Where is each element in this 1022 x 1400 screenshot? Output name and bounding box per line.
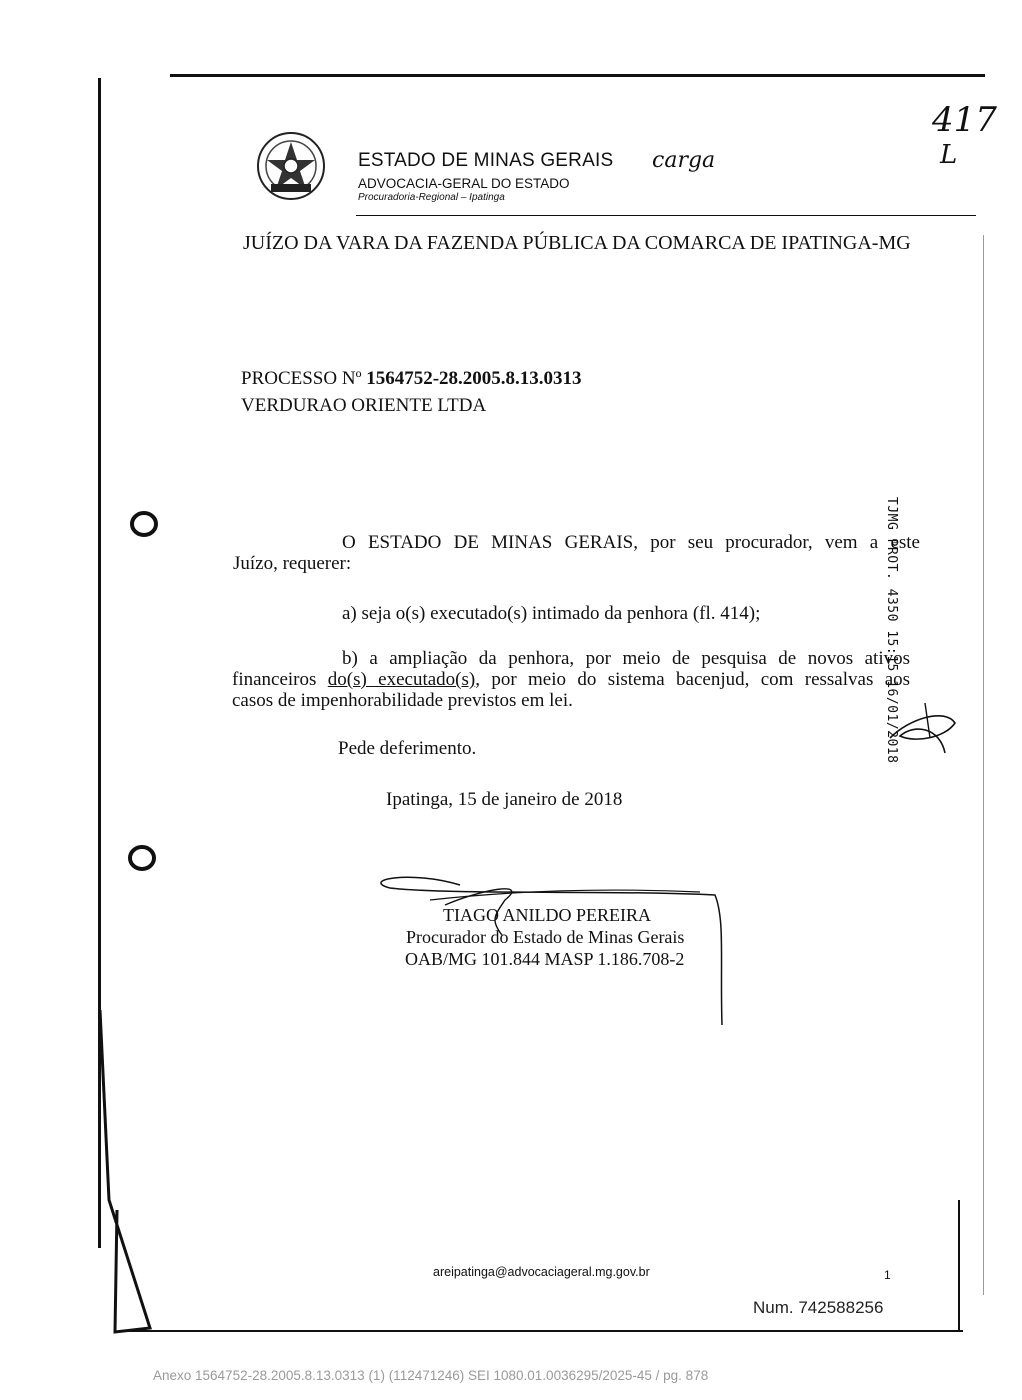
protocol-stamp: TJMG PROT. 4350 15:15 16/01/2018 (884, 497, 899, 764)
court-heading: JUÍZO DA VARA DA FAZENDA PÚBLICA DA COMARCA DE IPATINGA-MG (243, 232, 911, 254)
state-coat-of-arms-icon (255, 130, 327, 202)
item-b-pre: financeiros (232, 669, 328, 690)
scan-corner-artifact (95, 1010, 155, 1340)
header-rule (356, 215, 976, 216)
intro-line-1: O ESTADO DE MINAS GERAIS, por seu procurador, vem a este (342, 532, 920, 553)
document-number: Num. 742588256 (753, 1298, 884, 1317)
punch-hole-top (128, 506, 162, 540)
scan-right-edge (983, 235, 984, 1295)
signatory-name: TIAGO ANILDO PEREIRA (443, 905, 651, 925)
header-unit: Procuradoria-Regional – Ipatinga (358, 192, 505, 203)
intro-line-2: Juízo, requerer: (233, 553, 352, 574)
handwritten-carga-note: carga (652, 148, 716, 173)
process-party: VERDURAO ORIENTE LTDA (241, 395, 487, 416)
request-item-a: a) seja o(s) executado(s) intimado da penhora (fl. 414); (342, 603, 761, 624)
process-number (241, 368, 582, 390)
handwritten-page-mark: 417 (932, 100, 997, 140)
process-id: 1564752-28.2005.8.13.0313 (366, 368, 582, 389)
request-item-b-line-2 (232, 669, 910, 690)
signatory-role: Procurador do Estado de Minas Gerais (406, 927, 685, 947)
header-title: ESTADO DE MINAS GERAIS (358, 150, 614, 171)
signatory-registration: OAB/MG 101.844 MASP 1.186.708-2 (405, 949, 685, 969)
item-b-post: , por meio do sistema bacenjud, com ressalvas aos (475, 669, 911, 690)
request-item-b-line-3: casos de impenhorabilidade previstos em lei. (232, 690, 573, 711)
handwritten-page-mark-suffix: L (940, 140, 958, 170)
scan-top-border (170, 74, 985, 77)
closing-line: Pede deferimento. (338, 738, 477, 759)
request-item-b-line-1: b) a ampliação da penhora, por meio de pesquisa de novos ativos (342, 648, 910, 669)
page-number: 1 (884, 1268, 891, 1282)
item-b-underlined: do(s) executado(s) (327, 669, 476, 690)
header-subtitle: ADVOCACIA-GERAL DO ESTADO (358, 176, 570, 191)
process-label: PROCESSO Nº (241, 368, 362, 389)
scan-right-border (958, 1200, 960, 1332)
stamp-initials-scribble (885, 698, 965, 763)
punch-hole-bottom (126, 840, 160, 874)
sei-footer: Anexo 1564752-28.2005.8.13.0313 (1) (112471246) SEI 1080.01.0036295/2025-45 / pg. 878 (153, 1368, 709, 1383)
contact-email: areipatinga@advocaciageral.mg.gov.br (433, 1265, 650, 1279)
scan-bottom-border (128, 1330, 963, 1332)
place-date: Ipatinga, 15 de janeiro de 2018 (386, 789, 623, 810)
